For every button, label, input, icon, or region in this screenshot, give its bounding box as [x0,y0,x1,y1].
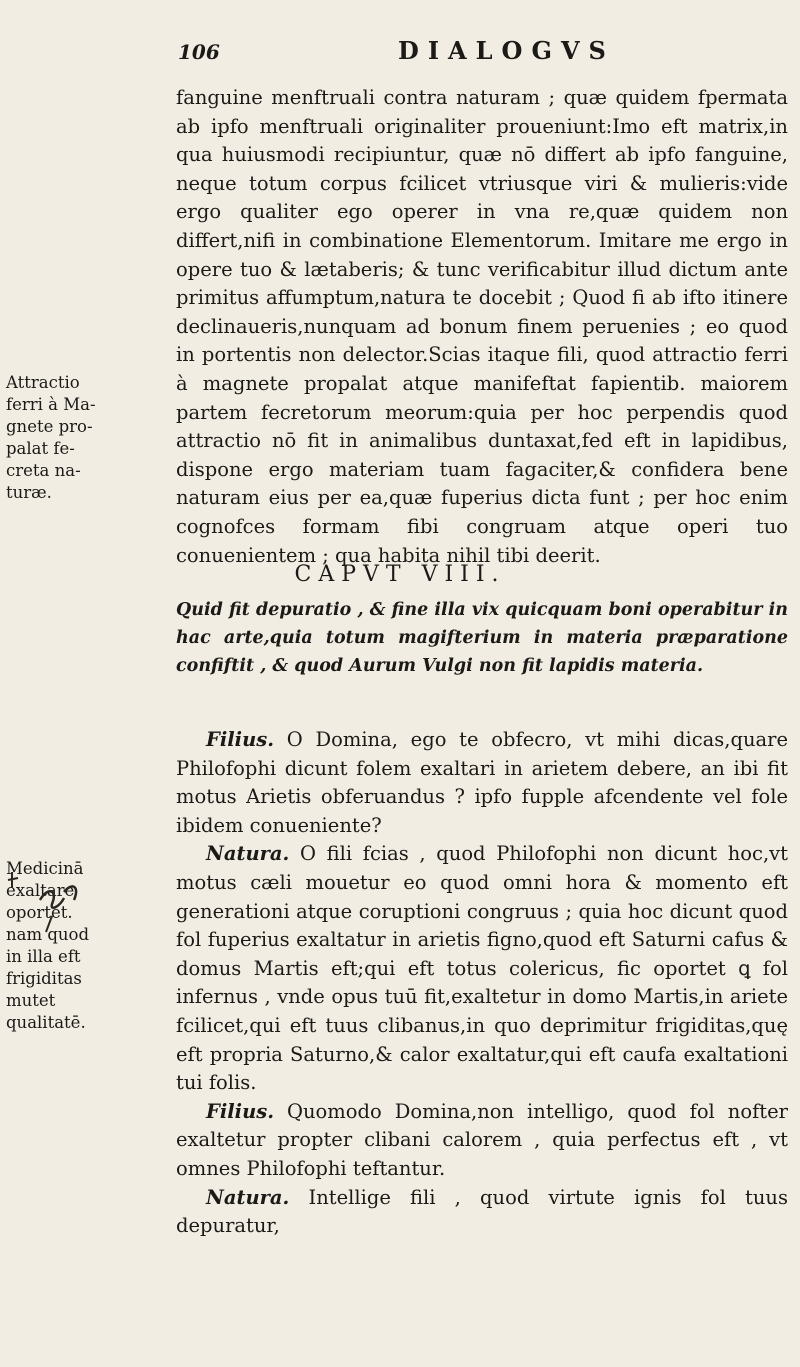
speaker-label: Natura. [206,1185,290,1209]
top-paragraph: fanguine menftruali contra naturam ; quæ quidem fpermata ab ipfo menftruali originaliter proueniunt:Imo eft matrix,in qua huiusmodi recipiuntur, quæ nō differt ab ipfo fanguine, neque totum corpus fcilicet vtriusque viri & mulieris:vide ergo qualiter ego operer in vna re,quæ quidem non differt,nifi in combinatione Elementorum. Imitare me ergo in opere tuo & lætaberis; & tunc verificabitur illud dictum ante primitus affumptum,natura te docebit ; Quod fi ab ifto itinere declinaueris,nunquam ad bonum finem peruenies ; eo quod in portentis non delector.Scias itaque fili, quod attractio ferri à magnete propalat atque manifeftat fapientib. maiorem partem fecretorum meorum:quia per hoc perpendis quod attractio nō fit in animalibus duntaxat,fed eft in lapidibus, dispone ergo materiam tuam fagaciter,& confidera bene naturam eius per ea,quæ fuperius dicta funt ; per hoc enim cognofces formam fibi congruam atque operi tuo conuenientem ; qua habita nihil tibi deerit. [176,86,788,567]
dialogue-paragraph [176,840,788,1097]
chapter-heading: CAPVT VIII. [294,562,506,587]
speaker-label: Natura. [206,842,290,866]
margin-note-attractio [6,372,166,504]
speech-text: Quomodo Domina,non intelligo, quod fol nofter exaltetur propter clibani calorem , quia perfectus eft , vt omnes Philofophi teftantur. [176,1099,788,1180]
dialogue-block [176,726,788,1241]
margin-note-line: ferri à Ma- [6,395,96,414]
page-header [0,36,800,76]
top-paragraph-block [176,84,788,570]
margin-note-line: palat fe- [6,439,75,458]
dialogue-paragraph [176,726,788,840]
margin-note-line: turæ. [6,483,52,502]
speech-text: O Domina, ego te obfecro, vt mihi dicas,quare Philofophi dicunt folem exaltari in arietem debere, an ibi fit motus Arietis obferuandus ? ipfo fupple afcendente vel fole ibidem conueniente? [176,728,788,837]
chapter-summary: Quid fit depuratio , & fine illa vix quicquam boni operabitur in hac arte,quia totum magifterium in materia præparatione confiftit , & quod Aurum Vulgi non fit lapidis materia. [176,600,788,676]
page-number: 106 [178,40,220,64]
running-title: DIALOGVS [398,36,615,65]
speaker-label: Filius. [206,1099,275,1123]
margin-note-line: in illa eft [6,947,81,966]
margin-note-line: mutet [6,991,56,1010]
speech-text: Intellige fili , quod virtute ignis fol tuus depuratur, [176,1185,788,1238]
margin-note-line: Medicinā [6,859,84,878]
margin-note-line: creta na- [6,461,81,480]
speaker-label: Filius. [206,728,275,751]
margin-note-line: Attractio [6,373,80,392]
margin-note-line: nam quod [6,925,90,944]
chapter-summary-block [176,596,788,680]
dialogue-paragraph [176,1184,788,1241]
margin-note-line: gnete pro- [6,417,93,436]
margin-note-line: frigiditas [6,969,82,988]
speech-text: O fili fcias , quod Philofophi non dicunt hoc,vt motus cæli mouetur eo quod omni hora & momento eft generationi atque coruptioni congruus ; quia hoc dicunt quod fol fuperius exaltatur in arietis figno,quod eft Saturni cafus & domus Martis eft;qui eft totus colericus, fic oportet ꝗ fol infernus , vnde opus tuū fit,exaltetur in domo Martis,in ariete fcilicet,qui eft tuus clibanus,in quo deprimitur frigiditas,quę eft propria Saturno,& calor exaltatur,qui eft caufa exaltationi tui folis. [176,842,788,1095]
margin-note-line: qualitatē. [6,1013,86,1032]
cross-mark [8,872,18,888]
ink-scribble [40,891,64,907]
margin-note-line: exaltare [6,881,75,900]
ink-scribble [64,886,76,900]
ink-stroke [46,916,52,932]
dialogue-paragraph [176,1098,788,1184]
handwritten-marginal-marks [0,820,120,980]
margin-note-line: oportet. [6,903,73,922]
